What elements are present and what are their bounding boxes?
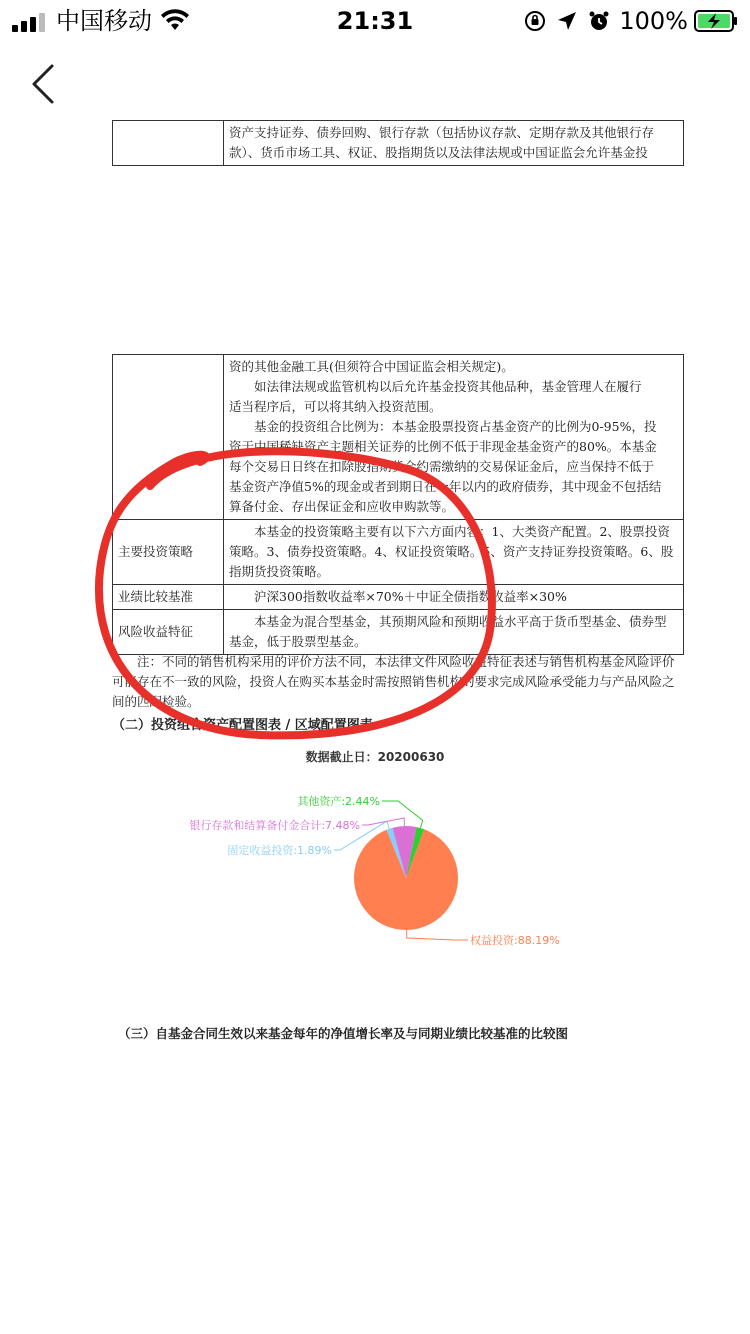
text-line: 款）、货币市场工具、权证、股指期货以及法律法规或中国证监会允许基金投 bbox=[229, 145, 648, 160]
row-text-risk-return: 本基金为混合型基金，其预期风险和预期收益水平高于货币型基金、债券型基金，低于股票型基金。 bbox=[224, 610, 684, 655]
text-line: 如法律法规或监管机构以后允许基金投资其他品种，基金管理人在履行 bbox=[254, 379, 642, 394]
section-3-title: （三）自基金合同生效以来基金每年的净值增长率及与同期业绩比较基准的比较图 bbox=[118, 1026, 569, 1041]
text-line: 基金的投资组合比例为：本基金股票投资占基金资产的比例为0-95%，投 bbox=[254, 419, 657, 434]
carrier-name: 中国移动 bbox=[56, 7, 152, 35]
pie-label-2: 银行存款和结算备付金合计:7.48% bbox=[189, 819, 360, 832]
text-line: 资的其他金融工具(但须符合中国证监会相关规定)。 bbox=[229, 359, 514, 374]
pie-label-1: 固定收益投资:1.89% bbox=[227, 844, 332, 857]
text-line: 资产支持证券、债券回购、银行存款（包括协议存款、定期存款及其他银行存 bbox=[229, 125, 655, 140]
row-text-strategy: 本基金的投资策略主要有以下六方面内容：1、大类资产配置。2、股票投资策略。3、债券投资策略。4、权证投资策略。5、资产支持证券投资策略。6、股指期货投资策略。 bbox=[224, 520, 684, 585]
row-text-benchmark: 沪深300指数收益率×70%＋中证全债指数收益率×30% bbox=[224, 585, 684, 610]
status-time: 21:31 bbox=[336, 7, 414, 35]
text-line: 基金资产净值5%的现金或者到期日在一年以内的政府债券，其中现金不包括结 bbox=[229, 479, 662, 494]
text-line: 每个交易日日终在扣除股指期货合约需缴纳的交易保证金后，应当保持不低于 bbox=[229, 459, 655, 474]
risk-note: 注：不同的销售机构采用的评价方法不同，本法律文件风险收益特征表述与销售机构基金风险评价可能存在不一致的风险，投资人在购买本基金时需按照销售机构的要求完成风险承受能力与产品风险之间的匹配检验。 bbox=[112, 654, 675, 709]
section-2-title: （二）投资组合资产配置图表 / 区域配置图表 bbox=[112, 718, 373, 733]
pie-label-3: 其他资产:2.44% bbox=[297, 795, 380, 808]
text-line: 适当程序后，可以将其纳入投资范围。 bbox=[229, 399, 442, 414]
row-label-strategy: 主要投资策略 bbox=[113, 520, 224, 585]
text-line: 资于中国稀缺资产主题相关证券的比例不低于非现金基金资产的80%。本基金 bbox=[229, 439, 657, 454]
row-label-risk-return: 风险收益特征 bbox=[113, 610, 224, 655]
data-cutoff-date: 数据截止日：20200630 bbox=[305, 750, 445, 764]
battery-percentage: 100% bbox=[619, 7, 688, 35]
text-line: 算备付金、存出保证金和应收申购款等。 bbox=[229, 499, 455, 514]
row-label-benchmark: 业绩比较基准 bbox=[113, 585, 224, 610]
pie-label-0: 权益投资:88.19% bbox=[470, 934, 560, 947]
